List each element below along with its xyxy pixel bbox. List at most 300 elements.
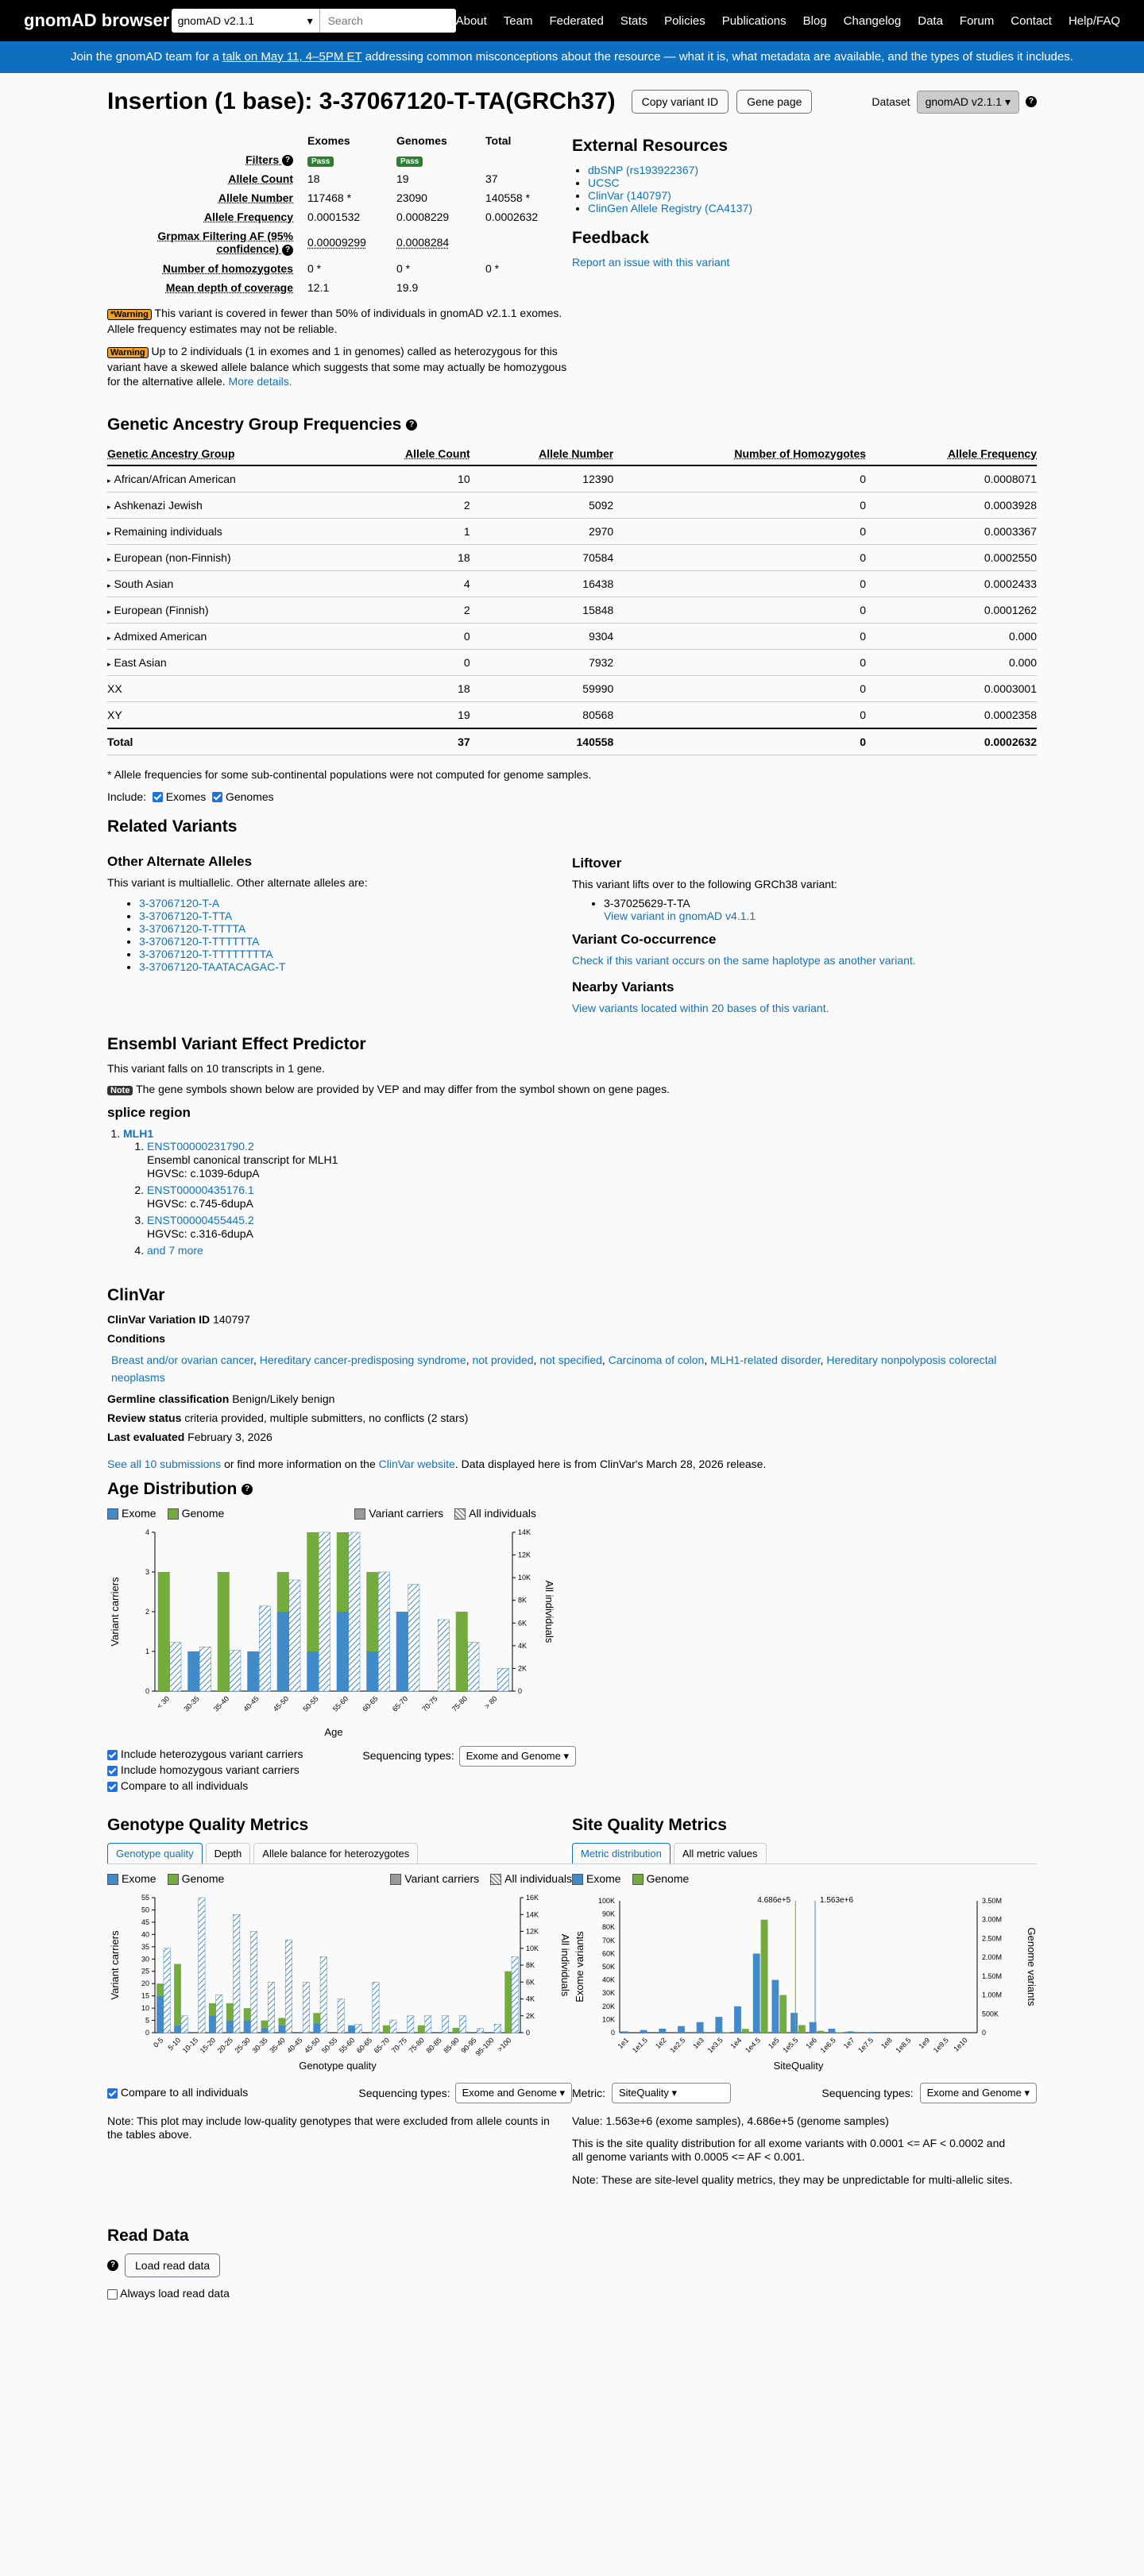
ancestry-cell	[107, 597, 346, 623]
external-link[interactable]: dbSNP (rs193922367)	[588, 164, 699, 176]
all-individuals-bar	[512, 1957, 518, 2033]
freq-row	[141, 189, 544, 207]
y-tick-label: 50K	[601, 1963, 615, 1972]
legend-all-label: All individuals	[469, 1506, 536, 1520]
external-link[interactable]: UCSC	[588, 176, 620, 189]
liftover-variant: 3-37025629-T-TA	[604, 896, 690, 910]
genome-bar	[337, 1532, 349, 1612]
exome-bar	[157, 1996, 164, 2033]
title-variant: 3-37067120-T-TA(GRCh37)	[319, 88, 616, 114]
clinvar-website-link[interactable]: ClinVar website	[378, 1457, 455, 1470]
freq-cell	[390, 260, 477, 277]
legend-carriers	[390, 1872, 479, 1885]
ancestry-cell	[613, 518, 866, 544]
legend-genome	[168, 1872, 225, 1885]
y-axis-label: Exome variants	[574, 1931, 586, 2002]
ancestry-value: 15848	[582, 603, 614, 616]
nav-link[interactable]: Policies	[664, 14, 705, 28]
ancestry-value: 0.0002550	[984, 550, 1037, 564]
exome-bar	[621, 2032, 628, 2033]
gq-options	[107, 2083, 572, 2103]
report-issue-link[interactable]: Report an issue with this variant	[572, 256, 730, 268]
all-individuals-bar	[442, 2016, 448, 2033]
ancestry-value: 70584	[582, 550, 614, 564]
expand-arrow-icon[interactable]: ▸	[107, 607, 111, 616]
freq-cell	[301, 227, 388, 257]
exome-bar	[313, 2023, 320, 2033]
metric-select[interactable]: SiteQuality ▾	[612, 2083, 731, 2103]
tab[interactable]: Metric distribution	[572, 1843, 671, 1863]
frequency-section	[107, 130, 572, 396]
tab[interactable]: Depth	[206, 1843, 251, 1863]
condition-link[interactable]: Hereditary cancer-predisposing syndrome	[259, 1353, 466, 1366]
ancestry-row[interactable]	[107, 465, 1037, 492]
exome-bar	[366, 1651, 378, 1691]
sq-seq-select[interactable]: Exome and Genome ▾	[920, 2083, 1037, 2103]
external-link[interactable]: ClinGen Allele Registry (CA4137)	[588, 202, 752, 214]
expand-arrow-icon[interactable]: ▸	[107, 633, 111, 642]
ancestry-value: 0	[860, 498, 867, 512]
freq-cell	[390, 227, 477, 257]
ancestry-value: 0	[860, 603, 867, 616]
compare-checkbox[interactable]	[107, 1782, 118, 1792]
y-tick-label: 10	[141, 2004, 149, 2013]
x-tick-label: 1e2	[653, 2036, 668, 2051]
ancestry-cell	[107, 492, 346, 518]
condition-link[interactable]: Hereditary nonpolyposis colorectal neoplasms	[111, 1353, 997, 1384]
ancestry-cell	[470, 518, 614, 544]
ancestry-row[interactable]	[107, 492, 1037, 518]
ancestry-value: 0	[860, 524, 867, 538]
exome-bar	[244, 2021, 251, 2033]
exome-bar	[187, 1651, 199, 1691]
condition-link[interactable]: not provided	[472, 1353, 534, 1366]
all-individuals-bar	[459, 2016, 466, 2033]
ancestry-cell	[470, 701, 614, 728]
expand-arrow-icon[interactable]: ▸	[107, 502, 111, 511]
clinvar-id-label: ClinVar Variation ID	[107, 1312, 211, 1326]
nav-link[interactable]: Team	[503, 14, 533, 28]
x-tick-label: 95-100	[473, 2036, 496, 2058]
y2-tick-label: 1.50M	[982, 1972, 1003, 1981]
genome-bar	[226, 2003, 234, 2021]
tab[interactable]: Genotype quality	[107, 1843, 203, 1863]
freq-row-label	[141, 170, 300, 187]
ancestry-value: European (Finnish)	[114, 603, 209, 616]
x-tick-label: 60-65	[354, 2036, 374, 2055]
ancestry-row[interactable]	[107, 544, 1037, 570]
help-icon[interactable]: ?	[406, 419, 417, 431]
genome-bar	[418, 2026, 425, 2033]
x-tick-label: 55-60	[330, 1694, 350, 1713]
nav-link[interactable]: Stats	[620, 14, 648, 28]
x-tick-label: 1e4.5	[744, 2036, 763, 2055]
copy-variant-button[interactable]: Copy variant ID	[632, 90, 729, 114]
y2-tick-label: 6K	[526, 1978, 535, 1987]
seq-select-value: Exome and Genome	[466, 1749, 561, 1762]
transcript-item	[147, 1140, 1037, 1180]
ancestry-footnote: * Allele frequencies for some sub-continental populations were not computed for genome samples.	[107, 767, 592, 781]
tab[interactable]: Allele balance for heterozygotes	[253, 1843, 418, 1863]
load-read-data-button[interactable]: Load read data	[125, 2254, 220, 2277]
condition-link[interactable]: Carcinoma of colon	[608, 1353, 705, 1366]
all-individuals-bar	[390, 2020, 396, 2033]
chevron-down-icon: ▾	[307, 14, 313, 27]
gene-link[interactable]: MLH1	[123, 1126, 154, 1140]
freq-cell	[390, 170, 477, 187]
dataset-select[interactable]	[172, 9, 319, 33]
nav-link[interactable]: Forum	[959, 14, 995, 28]
ancestry-row[interactable]	[107, 597, 1037, 623]
age-chart	[107, 1524, 555, 1739]
y-tick-label: 45	[141, 1918, 149, 1927]
all-individuals-bar	[230, 1650, 241, 1690]
ancestry-cell	[107, 544, 346, 570]
help-icon[interactable]: ?	[282, 155, 293, 166]
age-title	[107, 1480, 1037, 1499]
y2-tick-label: 2K	[526, 2011, 535, 2020]
other-alleles	[107, 844, 572, 1014]
freq-label-text: Filters	[245, 153, 280, 166]
y-tick-label: 30K	[601, 1989, 615, 1998]
expand-arrow-icon[interactable]: ▸	[107, 528, 111, 537]
transcript-link[interactable]: ENST00000455445.2	[147, 1213, 254, 1226]
help-icon[interactable]: ?	[1026, 96, 1037, 107]
compare-label: Compare to all individuals	[120, 1778, 249, 1792]
genome-bar	[366, 1572, 378, 1651]
ancestry-row[interactable]	[107, 623, 1037, 649]
ancestry-cell	[866, 492, 1037, 518]
legend-exome-label: Exome	[586, 1871, 621, 1885]
genome-bar	[209, 2003, 216, 2015]
banner-link[interactable]: talk on May 11, 4–5PM ET	[222, 50, 362, 64]
legend-all	[490, 1872, 572, 1885]
x-tick-label: 1e3	[691, 2036, 705, 2051]
more-transcripts-item	[147, 1244, 1037, 1257]
ancestry-cell	[107, 623, 346, 649]
y-tick-label: 20K	[601, 2002, 615, 2010]
ancestry-value: 0.0002358	[984, 708, 1037, 721]
x-tick-label: 40-45	[285, 2036, 304, 2055]
freq-value: 19.9	[396, 280, 419, 294]
ancestry-value: 7932	[589, 655, 614, 669]
all-individuals-bar	[170, 1642, 181, 1690]
warning-text: This variant is covered in fewer than 50% of individuals in gnomAD v2.1.1 exomes. Allele frequency estimates may not be reliable.	[107, 306, 562, 335]
ancestry-value: 0	[463, 655, 470, 669]
ancestry-value: 5092	[589, 498, 614, 512]
ancestry-header[interactable]: Allele Count	[346, 442, 470, 465]
all-individuals-bar	[355, 2025, 361, 2033]
gq-seq-select[interactable]: Exome and Genome ▾	[455, 2083, 572, 2103]
all-individuals-bar	[216, 1995, 222, 2033]
y-axis-label: Variant carriers	[109, 1930, 121, 2000]
all-individuals-bar	[199, 1647, 211, 1691]
gq-chart	[107, 1890, 571, 2072]
all-individuals-bar	[250, 1932, 257, 2033]
seq-label: Sequencing types:	[358, 2087, 450, 2100]
dataset-chooser	[872, 91, 1037, 114]
ancestry-value: 0	[860, 577, 867, 590]
ancestry-cell	[866, 701, 1037, 728]
all-individuals-bar	[378, 1572, 389, 1691]
ancestry-row[interactable]	[107, 570, 1037, 597]
note-text: The gene symbols shown below are provided by VEP and may differ from the symbol shown on gene pages.	[133, 1082, 670, 1095]
review-value: criteria provided, multiple submitters, no conflicts (2 stars)	[184, 1411, 469, 1424]
ancestry-row	[107, 728, 1037, 755]
ancestry-value: 16438	[582, 577, 614, 590]
ancestry-cell	[107, 570, 346, 597]
freq-value: 0.0001532	[307, 210, 361, 224]
age-legend	[107, 1507, 536, 1520]
always-load-checkbox[interactable]	[107, 2289, 118, 2300]
ancestry-row[interactable]	[107, 649, 1037, 675]
transcript-link[interactable]: ENST00000231790.2	[147, 1139, 254, 1153]
site-logo[interactable]: gnomAD browser	[24, 10, 170, 30]
hom-label: Include homozygous variant carriers	[120, 1763, 300, 1776]
liftover-link[interactable]: View variant in gnomAD v4.1.1	[604, 909, 756, 922]
ancestry-cell	[470, 649, 614, 675]
genotype-quality-section	[107, 1802, 572, 2187]
ancestry-value: South Asian	[114, 577, 174, 590]
x-tick-label: 1e10	[952, 2036, 969, 2053]
help-icon[interactable]: ?	[282, 245, 293, 256]
genome-bar	[383, 2026, 390, 2033]
x-tick-label: 35-40	[211, 1694, 231, 1713]
external-title: External Resources	[572, 137, 729, 155]
ancestry-cell	[107, 675, 346, 701]
y2-tick-label: 1.00M	[982, 1991, 1003, 1999]
legend-genome-label: Genome	[181, 1871, 225, 1885]
genome-swatch	[168, 1508, 179, 1520]
x-tick-label: 1e6.5	[818, 2036, 837, 2055]
freq-row	[141, 170, 544, 187]
freq-value: 0.0008284	[396, 236, 450, 249]
exome-bar	[697, 2022, 704, 2033]
ancestry-value: 0.0008071	[984, 472, 1037, 485]
genomes-label: Genomes	[225, 790, 274, 803]
freq-value: Pass	[396, 156, 423, 167]
freq-cell	[479, 189, 544, 207]
freq-label-text: Allele Count	[228, 172, 293, 186]
allele-link[interactable]: 3-37067120-T-TTTTTTTTA	[139, 947, 273, 960]
external-link[interactable]: ClinVar (140797)	[588, 189, 671, 202]
ancestry-value: 0	[860, 550, 867, 564]
ancestry-title	[107, 415, 1037, 434]
x-tick-label: 1e1	[616, 2036, 631, 2051]
dataset-dropdown[interactable]: gnomAD v2.1.1 ▾	[917, 91, 1019, 114]
expand-arrow-icon[interactable]: ▸	[107, 554, 111, 563]
ancestry-value: 18	[458, 682, 470, 695]
transcript-link[interactable]: ENST00000435176.1	[147, 1183, 254, 1196]
more-details-link[interactable]: More details.	[228, 374, 292, 388]
x-tick-label: 45-50	[303, 2036, 322, 2055]
ancestry-row[interactable]	[107, 518, 1037, 544]
freq-label-text: Allele Frequency	[203, 210, 293, 224]
allele-item	[139, 910, 572, 922]
warning-text: Up to 2 individuals (1 in exomes and 1 in genomes) called as heterozygous for this variant have a skewed allele balance which suggests that some may actually be homozygous for the alternative allele.	[107, 344, 567, 388]
transcript-item	[147, 1214, 1037, 1241]
ancestry-cell	[866, 728, 1037, 755]
ancestry-cell	[346, 597, 470, 623]
more-transcripts-link[interactable]: and 7 more	[147, 1243, 203, 1257]
ancestry-value: 0.000	[1008, 655, 1037, 669]
ancestry-header[interactable]: Number of Homozygotes	[613, 442, 866, 465]
carriers-swatch	[354, 1508, 365, 1520]
y2-axis-label: All individuals	[543, 1580, 555, 1643]
ancestry-header[interactable]: Allele Frequency	[866, 442, 1037, 465]
tab[interactable]: All metric values	[674, 1843, 767, 1863]
x-tick-label: 75-80	[407, 2036, 426, 2055]
all-individuals-bar	[199, 1898, 205, 2033]
ancestry-value: XY	[107, 708, 122, 721]
ancestry-header[interactable]: Genetic Ancestry Group	[107, 442, 346, 465]
seq-select[interactable]: Exome and Genome ▾	[459, 1746, 576, 1767]
nav-link[interactable]: Federated	[549, 14, 604, 28]
allele-link[interactable]: 3-37067120-TAATACAGAC-T	[139, 960, 286, 973]
ancestry-cell	[107, 465, 346, 492]
x-tick-label: 5-10	[166, 2036, 183, 2053]
y2-tick-label: 10K	[518, 1574, 531, 1582]
ancestry-cell	[470, 465, 614, 492]
cooccurrence-title: Variant Co-occurrence	[572, 931, 717, 947]
allele-balance-warning	[107, 344, 572, 388]
het-label: Include heterozygous variant carriers	[120, 1747, 303, 1760]
ancestry-cell	[346, 701, 470, 728]
y-tick-label: 0	[145, 1686, 149, 1695]
review-row	[107, 1412, 1037, 1424]
nearby-link[interactable]: View variants located within 20 bases of this variant.	[572, 1001, 829, 1014]
ancestry-table	[107, 442, 1037, 755]
exomes-checkbox[interactable]	[153, 792, 163, 802]
all-individuals-bar	[468, 1642, 479, 1690]
exome-bar	[771, 1980, 779, 2033]
search-input[interactable]: Search	[319, 9, 456, 33]
y-tick-label: 40K	[601, 1975, 615, 1984]
condition-link[interactable]: MLH1-related disorder	[710, 1353, 821, 1366]
condition-link[interactable]: Breast and/or ovarian cancer	[111, 1353, 253, 1366]
y-tick-label: 60K	[601, 1949, 615, 1958]
nav-link[interactable]: Help/FAQ	[1068, 14, 1120, 28]
nav-link[interactable]: Data	[918, 14, 943, 28]
genome-swatch	[168, 1874, 179, 1885]
allele-link[interactable]: 3-37067120-T-A	[139, 896, 220, 910]
ancestry-value: 0.0003928	[984, 498, 1037, 512]
help-icon[interactable]: ?	[242, 1484, 253, 1495]
gq-compare-checkbox[interactable]	[107, 2088, 118, 2099]
genomes-checkbox[interactable]	[212, 792, 222, 802]
all-individuals-bar	[349, 1532, 360, 1691]
y2-tick-label: 8K	[518, 1596, 528, 1605]
ancestry-cell	[470, 728, 614, 755]
ancestry-cell	[866, 675, 1037, 701]
y-tick-label: 90K	[601, 1910, 615, 1918]
title-row	[107, 73, 1037, 130]
transcript-hgvs: HGVSc: c.316-6dupA	[147, 1226, 253, 1240]
freq-value: 117468 *	[307, 191, 352, 205]
ancestry-cell	[346, 518, 470, 544]
allele-link[interactable]: 3-37067120-T-TTA	[139, 909, 233, 922]
see-all-submissions-link[interactable]: See all 10 submissions	[107, 1457, 222, 1470]
sq-note: Note: These are site-level quality metrics, they may be unpredictable for multi-allelic sites.	[572, 2173, 1013, 2187]
x-tick-label: 1e5	[767, 2036, 781, 2051]
nav-link[interactable]: Contact	[1011, 14, 1052, 28]
ancestry-header[interactable]: Allele Number	[470, 442, 614, 465]
x-tick-label: 55-60	[337, 2036, 357, 2055]
expand-arrow-icon[interactable]: ▸	[107, 476, 111, 485]
genome-bar	[453, 2028, 460, 2033]
ancestry-value: 4	[463, 577, 470, 590]
y-tick-label: 10K	[601, 2015, 615, 2024]
freq-value: 0.0008229	[396, 210, 450, 224]
nav-link[interactable]: Publications	[721, 14, 786, 28]
nav-link[interactable]: Changelog	[843, 14, 902, 28]
ancestry-value: 140558	[576, 735, 614, 748]
gq-compare	[107, 2086, 248, 2103]
freq-cell	[479, 279, 544, 296]
related-title: Related Variants	[107, 817, 238, 836]
nav-link[interactable]: About	[455, 14, 487, 28]
cooccurrence-link[interactable]: Check if this variant occurs on the same haplotype as another variant.	[572, 953, 916, 967]
freq-cell	[479, 260, 544, 277]
exome-bar	[348, 2026, 355, 2033]
all-individuals-bar	[181, 2016, 187, 2033]
genome-swatch	[632, 1874, 644, 1885]
help-icon[interactable]: ?	[107, 2260, 118, 2271]
transcript-hgvs: HGVSc: c.745-6dupA	[147, 1196, 253, 1210]
nav-link[interactable]: Blog	[802, 14, 827, 28]
gene-page-button[interactable]: Gene page	[736, 90, 812, 114]
legend-genome-label: Genome	[646, 1871, 690, 1885]
exome-bar	[753, 1954, 760, 2033]
het-checkbox[interactable]	[107, 1750, 118, 1760]
y-tick-label: 4	[145, 1527, 149, 1536]
y2-tick-label: 14K	[518, 1527, 531, 1536]
freq-value: 12.1	[307, 280, 330, 294]
freq-cell	[301, 189, 388, 207]
liftover-item	[604, 897, 916, 922]
dataset-dropdown-value: gnomAD v2.1.1	[925, 95, 1003, 108]
all-individuals-bar	[320, 1957, 327, 2033]
gq-compare-label: Compare to all individuals	[120, 2086, 249, 2099]
condition-link[interactable]: not specified	[539, 1353, 602, 1366]
hom-checkbox[interactable]	[107, 1766, 118, 1776]
y-tick-label: 0	[610, 2029, 615, 2037]
allele-link[interactable]: 3-37067120-T-TTTTTTA	[139, 934, 260, 948]
y-tick-label: 20	[141, 1979, 149, 1988]
legend-genome-label: Genome	[181, 1506, 225, 1520]
freq-row	[141, 260, 544, 277]
gq-seq-type	[358, 2083, 572, 2103]
warning-tag: *Warning	[107, 309, 152, 320]
opt-hom	[107, 1762, 303, 1778]
expand-arrow-icon[interactable]: ▸	[107, 581, 111, 589]
ancestry-cell	[613, 492, 866, 518]
note-tag: Note	[107, 1086, 133, 1095]
ancestry-cell	[613, 675, 866, 701]
liftover-text: This variant lifts over to the following GRCh38 variant:	[572, 877, 837, 890]
ancestry-value: East Asian	[114, 655, 167, 669]
ancestry-value: 2	[463, 498, 470, 512]
expand-arrow-icon[interactable]: ▸	[107, 659, 111, 668]
y-tick-label: 3	[145, 1567, 149, 1576]
ancestry-cell	[470, 492, 614, 518]
y-tick-label: 1	[145, 1647, 149, 1655]
y2-tick-label: 14K	[526, 1910, 539, 1919]
allele-link[interactable]: 3-37067120-T-TTTTA	[139, 921, 246, 935]
exome-bar	[337, 1612, 349, 1691]
y-tick-label: 100K	[597, 1897, 615, 1906]
genome-bar	[277, 1572, 289, 1612]
